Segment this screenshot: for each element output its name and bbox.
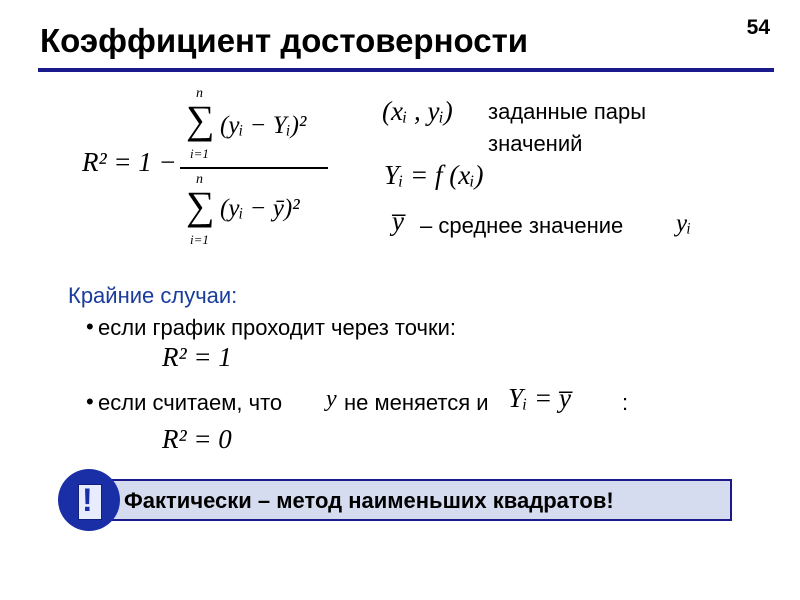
case2-text-a: если считаем, что <box>98 390 283 415</box>
model-formula: Yᵢ = f (xᵢ) <box>384 160 484 190</box>
denominator-lower-limit: i=1 <box>190 232 209 247</box>
numerator-term: (yᵢ − Yᵢ)² <box>220 112 307 139</box>
numerator-sum-symbol: ∑ <box>186 97 215 142</box>
numerator-upper-limit: n <box>196 86 203 101</box>
fraction-bar <box>180 167 328 169</box>
mean-of-variable: yᵢ <box>676 210 692 237</box>
page-number: 54 <box>746 16 770 39</box>
case1-bullet: • <box>86 314 94 339</box>
exclamation-mark: ! <box>82 482 93 518</box>
denominator-sum-symbol: ∑ <box>186 183 215 228</box>
case2-formula: Yᵢ = y̅ <box>508 383 571 413</box>
extreme-cases-heading: Крайние случаи: <box>68 283 238 308</box>
pair-description-line1: заданные пары <box>488 99 647 124</box>
case2-text-b: не меняется и <box>344 390 489 415</box>
mean-description: – среднее значение <box>420 213 624 238</box>
conclusion-text: Фактически – метод наименьших квадратов! <box>124 488 614 513</box>
case1-formula: R² = 1 <box>162 342 232 372</box>
pair-notation: (xᵢ , yᵢ) <box>382 96 453 126</box>
case2-colon: : <box>622 390 629 415</box>
slide-title: Коэффициент достоверности <box>40 22 529 59</box>
case2-result: R² = 0 <box>162 424 232 454</box>
mean-symbol: y̅ <box>392 206 404 236</box>
denominator-upper-limit: n <box>196 172 203 187</box>
case2-bullet: • <box>86 389 94 414</box>
case2-variable: y <box>326 386 337 412</box>
formula-lhs: R² = 1 − <box>82 147 177 177</box>
denominator-term: (yᵢ − ȳ)² <box>220 195 300 222</box>
numerator-lower-limit: i=1 <box>190 146 209 161</box>
title-divider <box>38 68 774 72</box>
case1-text: если график проходит через точки: <box>98 315 457 340</box>
pair-description-line2: значений <box>488 131 583 156</box>
